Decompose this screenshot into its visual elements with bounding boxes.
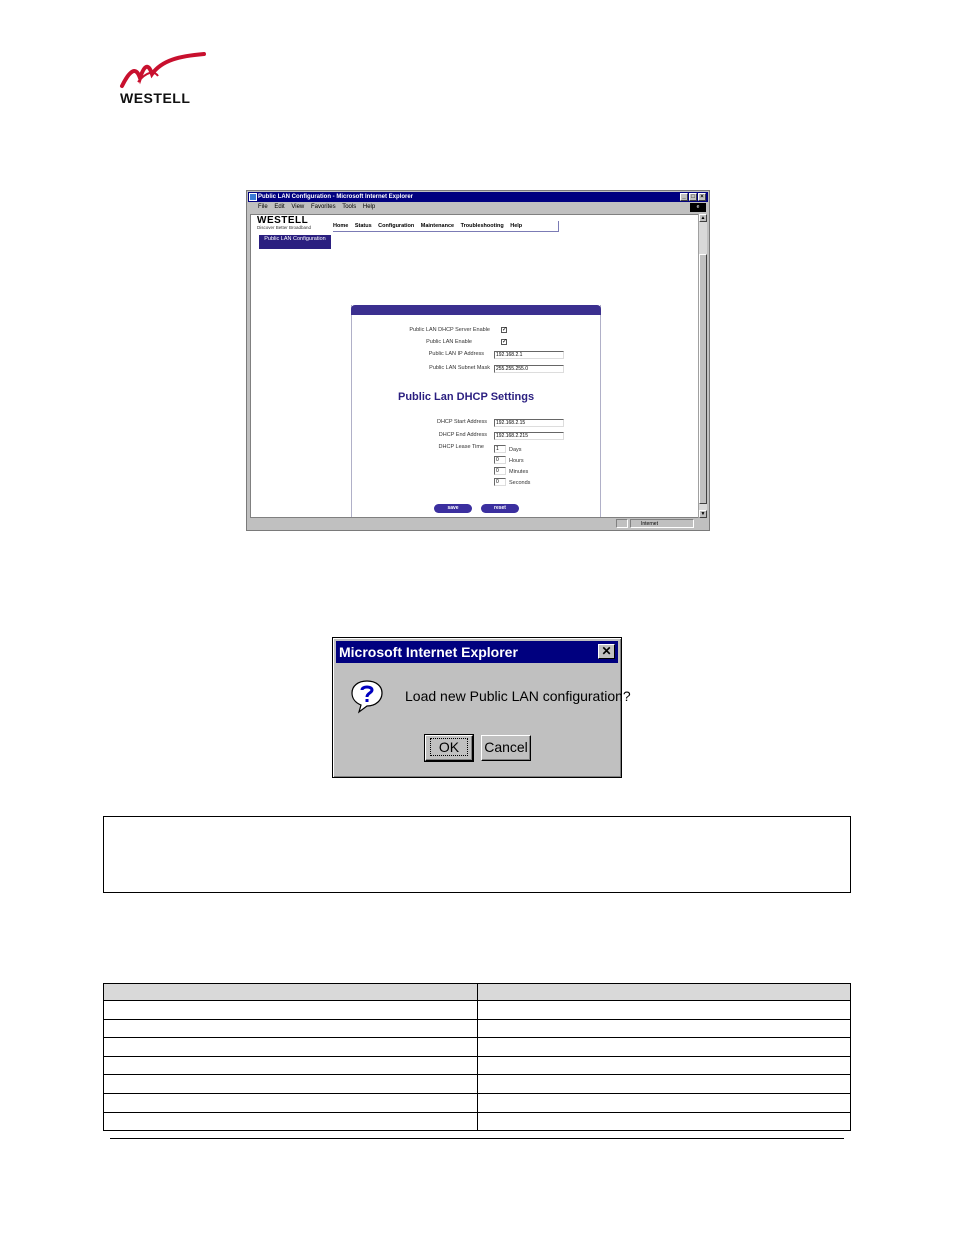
status-zone: Internet <box>630 519 694 528</box>
dhcp-start-input[interactable]: 192.168.2.15 <box>494 419 564 427</box>
ip-address-input[interactable]: 192.168.2.1 <box>494 351 564 359</box>
nav-status[interactable]: Status <box>354 223 372 229</box>
vertical-scrollbar[interactable] <box>698 214 707 518</box>
table-row <box>104 1093 851 1112</box>
minimize-button[interactable]: _ <box>680 193 688 201</box>
dialog-title-text: Microsoft Internet Explorer <box>339 644 518 660</box>
lease-seconds-input[interactable]: 0 <box>494 478 506 486</box>
save-button[interactable]: save <box>434 504 472 513</box>
dhcp-server-enable-label: Public LAN DHCP Server Enable <box>409 327 490 333</box>
nav-help[interactable]: Help <box>510 223 523 229</box>
menu-help[interactable]: Help <box>362 204 376 210</box>
cancel-button[interactable]: Cancel <box>481 735 531 761</box>
table-row <box>104 1112 851 1131</box>
subnet-mask-input[interactable]: 255.255.255.0 <box>494 365 564 373</box>
lease-days-label: Days <box>509 447 522 453</box>
menu-edit[interactable]: Edit <box>274 204 285 210</box>
lease-days-input[interactable]: 1 <box>494 445 506 453</box>
scroll-up-arrow[interactable]: ▲ <box>700 215 706 221</box>
westell-logo <box>118 52 208 108</box>
close-button[interactable]: × <box>698 193 706 201</box>
ok-button-label: OK <box>430 738 468 756</box>
browser-title: Public LAN Configuration - Microsoft Internet Explorer <box>258 194 414 200</box>
nav-home[interactable]: Home <box>333 223 349 229</box>
table-header-row <box>104 984 851 1001</box>
browser-window <box>246 190 710 531</box>
menu-file[interactable]: File <box>258 204 268 210</box>
dialog-close-button[interactable]: ✕ <box>598 644 615 659</box>
dhcp-end-label: DHCP End Address <box>438 432 487 438</box>
dhcp-settings-title: Public Lan DHCP Settings <box>398 391 535 403</box>
lease-seconds-label: Seconds <box>509 480 531 486</box>
ie-icon <box>249 193 257 201</box>
reset-button[interactable]: reset <box>481 504 519 513</box>
dialog-title <box>336 641 618 663</box>
menu-view[interactable]: View <box>291 204 305 210</box>
site-tagline: Discover Better Broadband <box>257 225 312 230</box>
confirm-dialog <box>332 637 631 778</box>
browser-viewport <box>250 214 700 518</box>
nav-configuration[interactable]: Configuration <box>378 223 415 229</box>
browser-titlebar <box>248 192 708 202</box>
form-header-bar <box>351 305 601 315</box>
lease-hours-label: Hours <box>509 458 524 464</box>
lease-minutes-label: Minutes <box>509 469 529 475</box>
table-row <box>104 1075 851 1094</box>
nav-troubleshooting[interactable]: Troubleshooting <box>460 223 504 229</box>
dhcp-server-enable-checkbox[interactable]: ✓ <box>502 327 508 333</box>
footer-rule <box>110 1138 844 1139</box>
lease-hours-input[interactable]: 0 <box>494 456 506 464</box>
nav-maintenance[interactable]: Maintenance <box>420 223 455 229</box>
table-row <box>104 1001 851 1020</box>
subnet-mask-label: Public LAN Subnet Mask <box>429 365 490 371</box>
dhcp-end-input[interactable]: 192.168.2.215 <box>494 432 564 440</box>
menu-tools[interactable]: Tools <box>342 204 357 210</box>
ie-throbber-icon: e <box>690 203 706 212</box>
scroll-down-arrow[interactable]: ▼ <box>700 511 706 517</box>
ip-address-label: Public LAN IP Address <box>428 351 484 357</box>
table-row <box>104 1038 851 1057</box>
public-lan-enable-checkbox[interactable]: ✓ <box>502 339 508 345</box>
table-row <box>104 1019 851 1038</box>
dialog-message: Load new Public LAN configuration? <box>405 688 631 704</box>
site-logo: WESTELL <box>257 215 309 226</box>
dhcp-start-label: DHCP Start Address <box>436 419 487 425</box>
browser-statusbar <box>248 518 708 529</box>
westell-swoosh-icon <box>118 52 208 92</box>
lease-minutes-input[interactable]: 0 <box>494 467 506 475</box>
note-box <box>103 816 851 893</box>
scroll-thumb[interactable] <box>699 254 707 504</box>
ok-button[interactable] <box>425 735 473 761</box>
settings-table <box>103 983 851 1131</box>
table-row <box>104 1056 851 1075</box>
logo-wordmark: WESTELL <box>120 90 191 106</box>
security-zone-icon <box>616 519 628 528</box>
menu-favorites[interactable]: Favorites <box>310 204 336 210</box>
public-lan-form <box>351 305 601 518</box>
lease-time-label: DHCP Lease Time <box>438 444 484 450</box>
browser-menubar <box>248 202 708 213</box>
site-nav <box>333 221 559 232</box>
public-lan-enable-label: Public LAN Enable <box>426 339 472 345</box>
maximize-button[interactable]: □ <box>689 193 697 201</box>
section-tab-public-lan[interactable]: Public LAN Configuration <box>259 235 331 249</box>
question-icon <box>349 678 385 714</box>
